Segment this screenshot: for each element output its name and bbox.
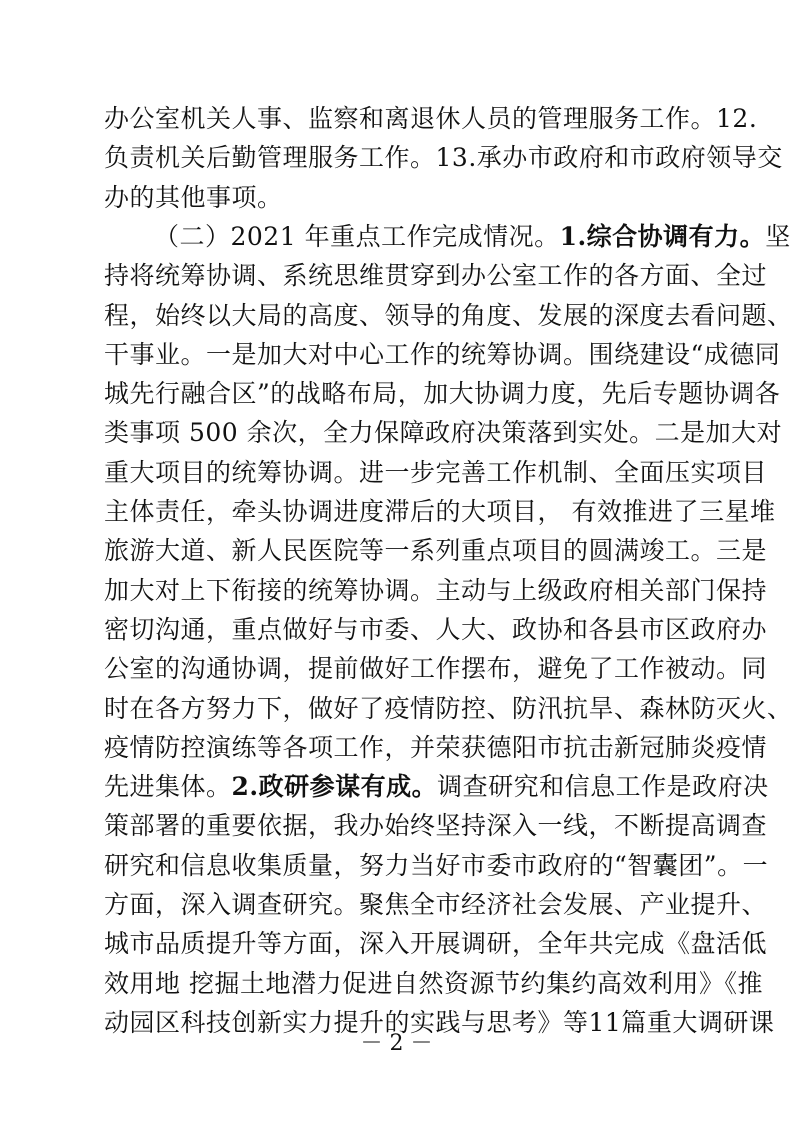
text-line: 策部署的重要依据，我办始终坚持深入一线，不断提高调查 <box>104 811 768 840</box>
text-line: 时在各方努力下，做好了疫情防控、防汛抗旱、森林防灭火、 <box>104 694 793 723</box>
text-line: 城先行融合区”的战略布局，加大协调力度，先后专题协调各 <box>104 379 781 408</box>
text-line: 干事业。一是加大对中心工作的统筹协调。围绕建设“成德同 <box>104 340 781 369</box>
text-line: 密切沟通，重点做好与市委、人大、政协和各县市区政府办 <box>104 615 768 644</box>
paragraph-start-line <box>154 220 791 254</box>
text-line: 效用地 挖掘土地潜力促进自然资源节约集约高效利用》《推 <box>104 969 763 998</box>
text-line: 办公室机关人事、监察和离退休人员的管理服务工作。12. <box>104 104 758 133</box>
text-line: 负责机关后勤管理服务工作。13.承办市政府和市政府领导交 <box>104 143 783 172</box>
bold-heading-research: 2.政研参谋有成。 <box>231 772 438 801</box>
page-number: － 2 － <box>360 1031 433 1056</box>
text-line: 加大对上下衔接的统筹协调。主动与上级政府相关部门保持 <box>104 576 768 605</box>
text-segment: 坚 <box>765 222 791 251</box>
text-line: 疫情防控演练等各项工作，并荣获德阳市抗击新冠肺炎疫情 <box>104 733 768 762</box>
text-segment: 先进集体。 <box>104 772 232 801</box>
bold-heading-coordination: 1.综合协调有力。 <box>559 222 766 251</box>
text-line: 办的其他事项。 <box>104 183 283 212</box>
section-heading: （二）2021 年重点工作完成情况。 <box>154 222 560 251</box>
text-line: 旅游大道、新人民医院等一系列重点项目的圆满竣工。三是 <box>104 536 768 565</box>
text-line: 重大项目的统筹协调。进一步完善工作机制、全面压实项目 <box>104 458 768 487</box>
text-line: 类事项 500 余次，全力保障政府决策落到实处。二是加大对 <box>104 418 783 447</box>
text-line: 城市品质提升等方面，深入开展调研，全年共完成《盘活低 <box>104 929 768 958</box>
text-line: 程，始终以大局的高度、领导的角度、发展的深度去看问题、 <box>104 301 793 330</box>
text-line: 动园区科技创新实力提升的实践与思考》等11篇重大调研课 <box>104 1008 775 1037</box>
text-line: 方面，深入调查研究。聚焦全市经济社会发展、产业提升、 <box>104 890 768 919</box>
text-line: 持将统筹协调、系统思维贯穿到办公室工作的各方面、全过 <box>104 261 768 290</box>
text-line: 主体责任，牵头协调进度滞后的大项目， 有效推进了三星堆 <box>104 497 776 526</box>
text-line: 研究和信息收集质量，努力当好市委市政府的“智囊团”。一 <box>104 851 769 880</box>
text-segment: 调查研究和信息工作是政府决 <box>437 772 769 801</box>
text-line-with-heading <box>104 770 769 804</box>
text-line: 公室的沟通协调，提前做好工作摆布，避免了工作被动。同 <box>104 654 768 683</box>
